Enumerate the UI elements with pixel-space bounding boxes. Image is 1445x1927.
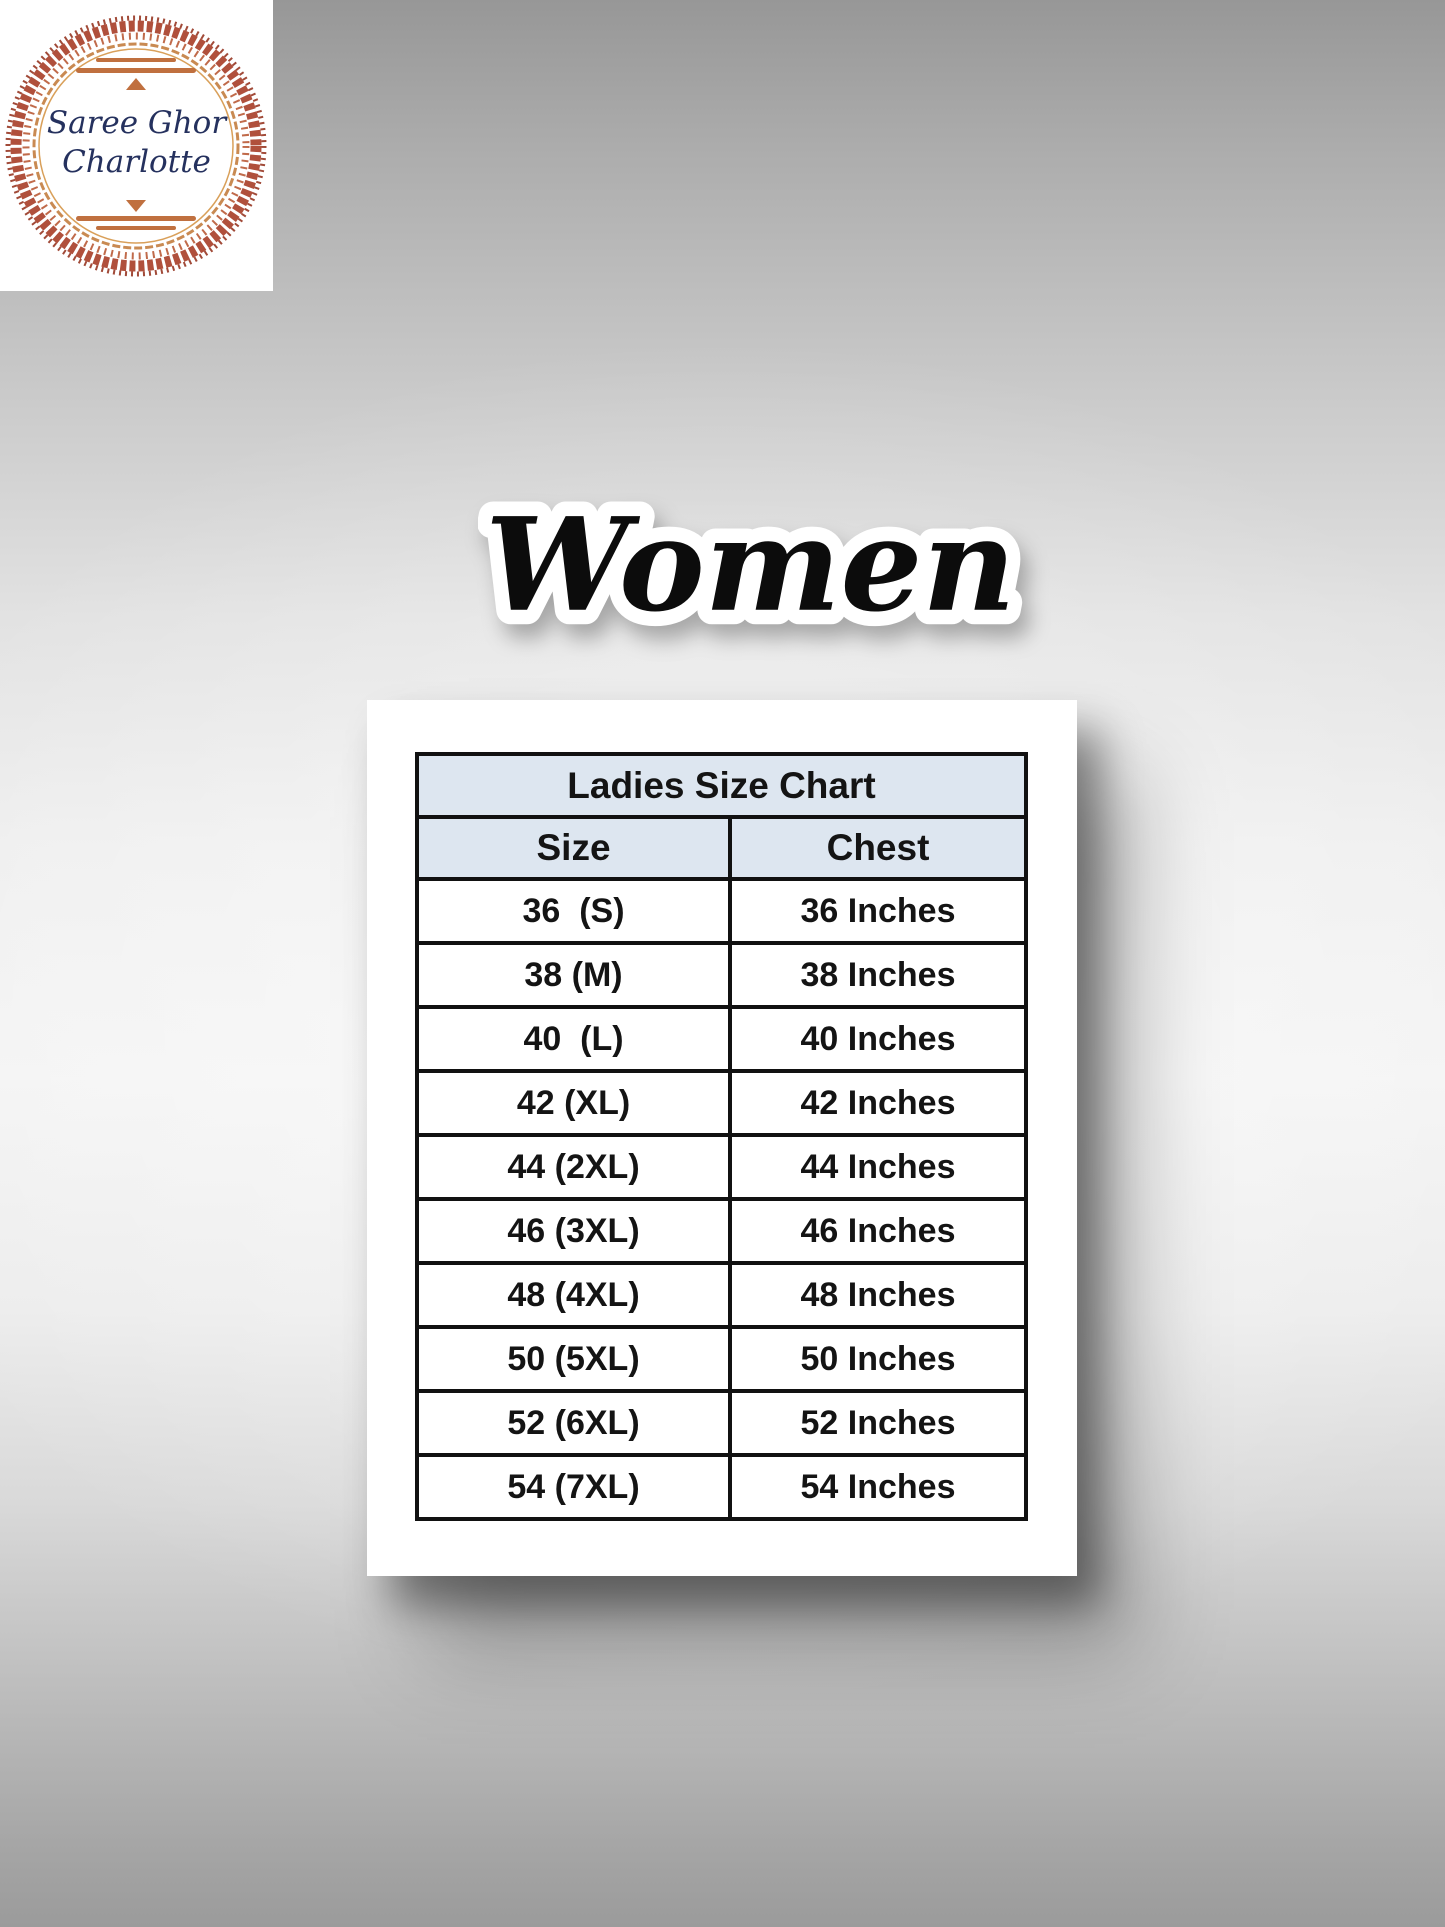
chest-cell: 44 Inches (730, 1135, 1026, 1199)
size-cell: 46 (3XL) (417, 1199, 730, 1263)
chest-cell: 50 Inches (730, 1327, 1026, 1391)
size-cell: 40 (L) (417, 1007, 730, 1071)
table-row (417, 1263, 1026, 1327)
table-row (417, 1007, 1026, 1071)
size-cell: 50 (5XL) (417, 1327, 730, 1391)
table-title: Ladies Size Chart (417, 754, 1026, 817)
chest-cell: 52 Inches (730, 1391, 1026, 1455)
chest-cell: 54 Inches (730, 1455, 1026, 1519)
size-chart-card (367, 700, 1077, 1576)
table-row (417, 1391, 1026, 1455)
brand-name (0, 104, 273, 182)
table-body (417, 879, 1026, 1519)
brand-name-line2: Charlotte (62, 143, 211, 180)
chest-cell: 38 Inches (730, 943, 1026, 1007)
heading-women (478, 448, 1023, 678)
size-cell: 36 (S) (417, 879, 730, 943)
column-header-size: Size (417, 817, 730, 879)
chest-cell: 36 Inches (730, 879, 1026, 943)
table-row (417, 1199, 1026, 1263)
chest-cell: 42 Inches (730, 1071, 1026, 1135)
chest-cell: 46 Inches (730, 1199, 1026, 1263)
size-cell: 42 (XL) (417, 1071, 730, 1135)
table-row (417, 1327, 1026, 1391)
table-column-header-row (417, 817, 1026, 879)
chest-cell: 48 Inches (730, 1263, 1026, 1327)
size-cell: 44 (2XL) (417, 1135, 730, 1199)
table-row (417, 879, 1026, 943)
table-row (417, 1135, 1026, 1199)
size-chart-table (415, 752, 1028, 1521)
table-row (417, 943, 1026, 1007)
size-cell: 48 (4XL) (417, 1263, 730, 1327)
women-sticker-text (478, 448, 1023, 678)
table-title-row (417, 754, 1026, 817)
brand-name-line1: Saree Ghor (46, 105, 227, 141)
column-header-chest: Chest (730, 817, 1026, 879)
brand-logo (0, 0, 273, 291)
heading-women-text: Women (485, 489, 1016, 641)
size-cell: 52 (6XL) (417, 1391, 730, 1455)
chest-cell: 40 Inches (730, 1007, 1026, 1071)
table-row (417, 1071, 1026, 1135)
table-row (417, 1455, 1026, 1519)
size-cell: 54 (7XL) (417, 1455, 730, 1519)
size-cell: 38 (M) (417, 943, 730, 1007)
